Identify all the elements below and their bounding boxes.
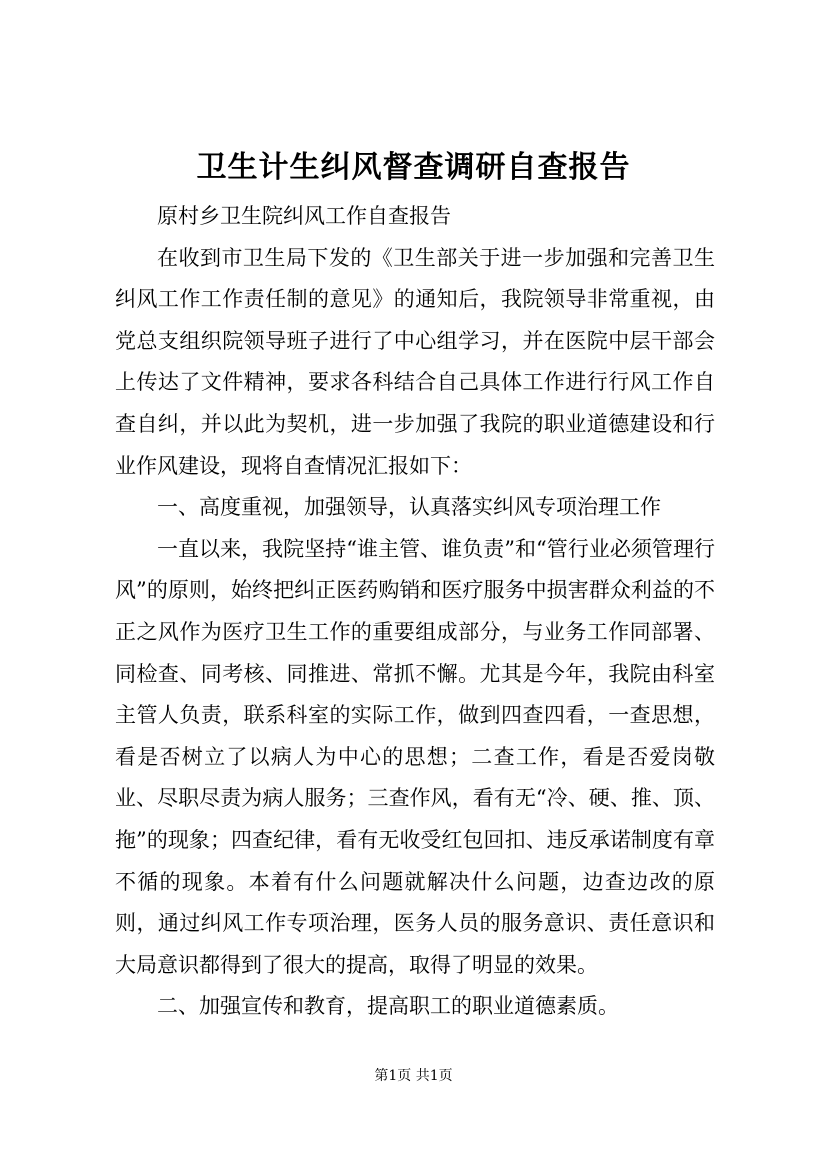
paragraph-section-1: 一直以来，我院坚持“谁主管、谁负责”和“管行业必须管理行风”的原则，始终把纠正医药购销和医疗服务中损害群众利益的不正之风作为医疗卫生工作的重要组成部分，与业务工作同部署、同检查、同考核、同推进、常抓不懈。尤其是今年，我院由科室主管人负责，联系科室的实际工作，做到四查四看，一查思想，看是否树立了以病人为中心的思想；二查工作，看是否爱岗敬业、尽职尽责为病人服务；三查作风，看有无“冷、硬、推、顶、拖”的现象；四查纪律，看有无收受红包回扣、违反承诺制度有章不循的现象。本着有什么问题就解决什么问题，边查边改的原则，通过纠风工作专项治理，医务人员的服务意识、责任意识和大局意识都得到了很大的提高，取得了明显的效果。 [115,536,715,977]
page-footer: 第1页 共1页 [374,1068,453,1084]
section-heading-2: 二、加强宣传和教育，提高职工的职业道德素质。 [157,994,619,1019]
document-body [115,196,715,1028]
section-heading-1: 一、高度重视，加强领导，认真落实纠风专项治理工作 [157,495,661,520]
paragraph-intro: 在收到市卫生局下发的《卫生部关于进一步加强和完善卫生纠风工作工作责任制的意见》的通知后，我院领导非常重视，由党总支组织院领导班子进行了中心组学习，并在医院中层干部会上传达了文件精神，要求各科结合自己具体工作进行行风工作自查自纠，并以此为契机，进一步加强了我院的职业道德建设和行业作风建设，现将自查情况汇报如下： [115,245,715,478]
paragraph-subtitle: 原村乡卫生院纠风工作自查报告 [157,204,451,228]
document-title: 卫生计生纠风督查调研自查报告 [196,150,631,185]
